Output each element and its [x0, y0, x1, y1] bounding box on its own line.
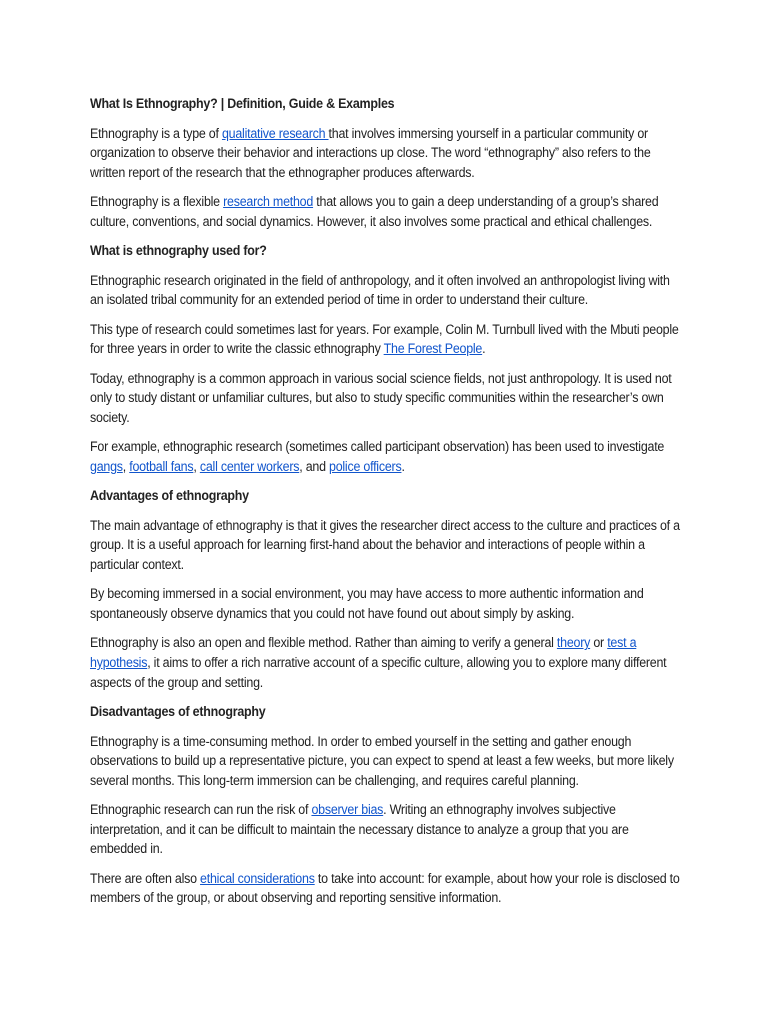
- heading-advantages: Advantages of ethnography: [90, 488, 249, 504]
- intro-paragraph-2: Ethnography is a flexible research method that allows you to gain a deep understanding of a group’s shared culture, conventions, and social dynamics. However, it also involves some practical and ethical challenges.: [90, 194, 659, 229]
- used-for-paragraph-4: For example, ethnographic research (sometimes called participant observation) has been used to investigate gangs, football fans, call center workers, and police officers.: [90, 439, 665, 474]
- advantages-paragraph-1: The main advantage of ethnography is that it gives the researcher direct access to the culture and practices of a group. It is a useful approach for learning first-hand about the behavior and interactions of people within a particular context.: [90, 517, 680, 573]
- document-page: [90, 94, 686, 918]
- advantages-paragraph-3: Ethnography is also an open and flexible method. Rather than aiming to verify a general theory or test a hypothesis, it aims to offer a rich narrative account of a specific culture, allowing you to explore many different aspects of the group and setting.: [90, 635, 667, 690]
- link-research-method[interactable]: research method: [223, 194, 314, 210]
- disadvantages-paragraph-2: Ethnographic research can run the risk of observer bias. Writing an ethnography involves subjective interpretation, and it can be difficult to maintain the necessary distance to analyze a group that you are embedded in.: [90, 802, 629, 857]
- link-test-a-hypothesis[interactable]: test a hypothesis: [90, 635, 637, 671]
- link-qualitative-research[interactable]: qualitative research: [221, 125, 329, 141]
- intro-paragraph-1: Ethnography is a type of qualitative research that involves immersing yourself in a particular community or organization to observe their behavior and interactions up close. The word “ethnography” also refers to the written report of the research that the ethnographer produces afterwards.: [90, 125, 651, 180]
- document-title: What Is Ethnography? | Definition, Guide & Examples: [90, 96, 395, 111]
- used-for-paragraph-2: This type of research could sometimes last for years. For example, Colin M. Turnbull lived with the Mbuti people for three years in order to write the classic ethnography The Forest People.: [90, 321, 679, 357]
- link-call-center-workers[interactable]: call center workers: [199, 458, 300, 474]
- link-gangs[interactable]: gangs: [90, 458, 123, 474]
- link-ethical-considerations[interactable]: ethical considerations: [200, 870, 315, 886]
- advantages-paragraph-2: By becoming immersed in a social environment, you may have access to more authentic information and spontaneously observe dynamics that you could not have found out about simply by asking.: [90, 586, 644, 622]
- link-observer-bias[interactable]: observer bias: [311, 802, 384, 818]
- link-police-officers[interactable]: police officers: [329, 458, 402, 474]
- used-for-paragraph-3: Today, ethnography is a common approach in various social science fields, not just anthropology. It is used not only to study distant or unfamiliar cultures, but also to study specific communities within the researcher’s own society.: [90, 370, 672, 425]
- link-theory[interactable]: theory: [556, 635, 591, 651]
- heading-disadvantages: Disadvantages of ethnography: [90, 704, 266, 720]
- heading-used-for: What is ethnography used for?: [90, 243, 267, 259]
- link-football-fans[interactable]: football fans: [129, 458, 194, 474]
- disadvantages-paragraph-3: There are often also ethical considerations to take into account: for example, about how your role is disclosed to members of the group, or about observing and reporting sensitive information.: [90, 870, 680, 906]
- link-the-forest-people[interactable]: The Forest People: [383, 341, 483, 357]
- used-for-paragraph-1: Ethnographic research originated in the field of anthropology, and it often involved an anthropologist living with an isolated tribal community for an extended period of time in order to understand their culture.: [90, 272, 670, 308]
- disadvantages-paragraph-1: Ethnography is a time-consuming method. In order to embed yourself in the setting and gather enough observations to build up a representative picture, you can expect to spend at least a few weeks, but more likely several months. This long-term immersion can be challenging, and requires careful planning.: [90, 733, 674, 788]
